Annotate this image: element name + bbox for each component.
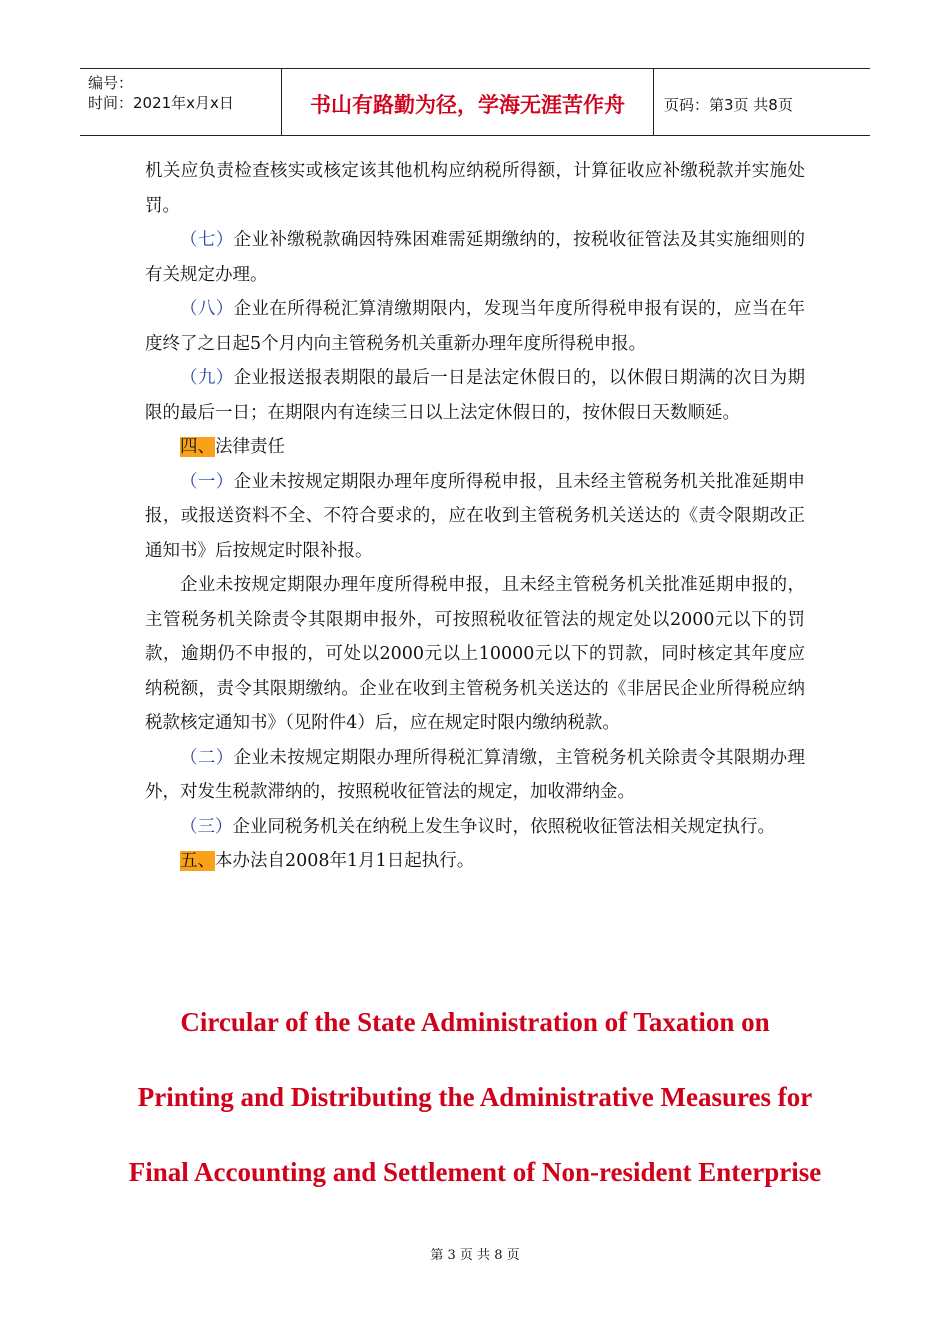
item-number: （八） <box>180 299 234 319</box>
english-title-line-2: Printing and Distributing the Administrative Measures for <box>137 1082 813 1112</box>
page-header <box>80 68 870 136</box>
section-heading: 五、本办法自2008年1月1日起执行。 <box>180 851 475 871</box>
english-title <box>0 985 950 1210</box>
english-title-line-3: Final Accounting and Settlement of Non-resident Enterprise <box>128 1157 822 1187</box>
header-motto: 书山有路勤为径，学海无涯苦作舟 <box>282 69 654 135</box>
item-number: （二） <box>180 747 234 768</box>
section-number: 五、 <box>180 851 215 871</box>
paragraph: 企业未按规定期限办理年度所得税申报，且未经主管税务机关批准延期申报的，主管税务机关除责令其限期申报外，可按照税收征管法的规定处以2000元以下的罚款，逾期仍不申报的，可处以2000元以上10000元以下的罚款，同时核定其年度应纳税额，责令其限期缴纳。企业在收到主管税务机关送达的《非居民企业所得税应纳税款核定通知书》（见附件4）后，应在规定时限内缴纳税款。 <box>145 575 805 733</box>
item-number: （一） <box>180 471 234 492</box>
paragraph: （一）企业未按规定期限办理年度所得税申报，且未经主管税务机关批准延期申报，或报送资料不全、不符合要求的，应在收到主管税务机关送达的《责令限期改正通知书》后按规定时限补报。 <box>145 471 806 561</box>
paragraph: （七）企业补缴税款确因特殊困难需延期缴纳的，按税收征管法及其实施细则的有关规定办理。 <box>145 230 806 285</box>
number-label: 编号： <box>88 74 134 92</box>
header-page-info: 页码：第3页 共8页 <box>664 95 793 114</box>
paragraph: （二）企业未按规定期限办理所得税汇算清缴，主管税务机关除责令其限期办理外，对发生税款滞纳的，按照税收征管法的规定，加收滞纳金。 <box>145 747 806 802</box>
item-number: （七） <box>180 230 234 250</box>
paragraph: （八）企业在所得税汇算清缴期限内，发现当年度所得税申报有误的，应当在年度终了之日起5个月内向主管税务机关重新办理年度所得税申报。 <box>145 299 806 354</box>
item-number: （三） <box>180 816 233 837</box>
page-footer: 第 3 页 共 8 页 <box>430 1248 520 1263</box>
english-title-line-1: Circular of the State Administration of Taxation on <box>180 1007 770 1037</box>
paragraph: 机关应负责检查核实或核定该其他机构应纳税所得额，计算征收应补缴税款并实施处罚。 <box>145 161 805 216</box>
section-number: 四、 <box>180 437 215 457</box>
header-meta <box>80 69 282 135</box>
date-label: 时间：2021年x月x日 <box>88 94 234 112</box>
document-body <box>145 154 805 879</box>
item-number: （九） <box>180 368 234 388</box>
section-heading: 四、法律责任 <box>180 437 285 457</box>
paragraph: （三）企业同税务机关在纳税上发生争议时，依照税收征管法相关规定执行。 <box>180 816 775 837</box>
paragraph: （九）企业报送报表期限的最后一日是法定休假日的，以休假日期满的次日为期限的最后一日；在期限内有连续三日以上法定休假日的，按休假日天数顺延。 <box>145 368 806 423</box>
